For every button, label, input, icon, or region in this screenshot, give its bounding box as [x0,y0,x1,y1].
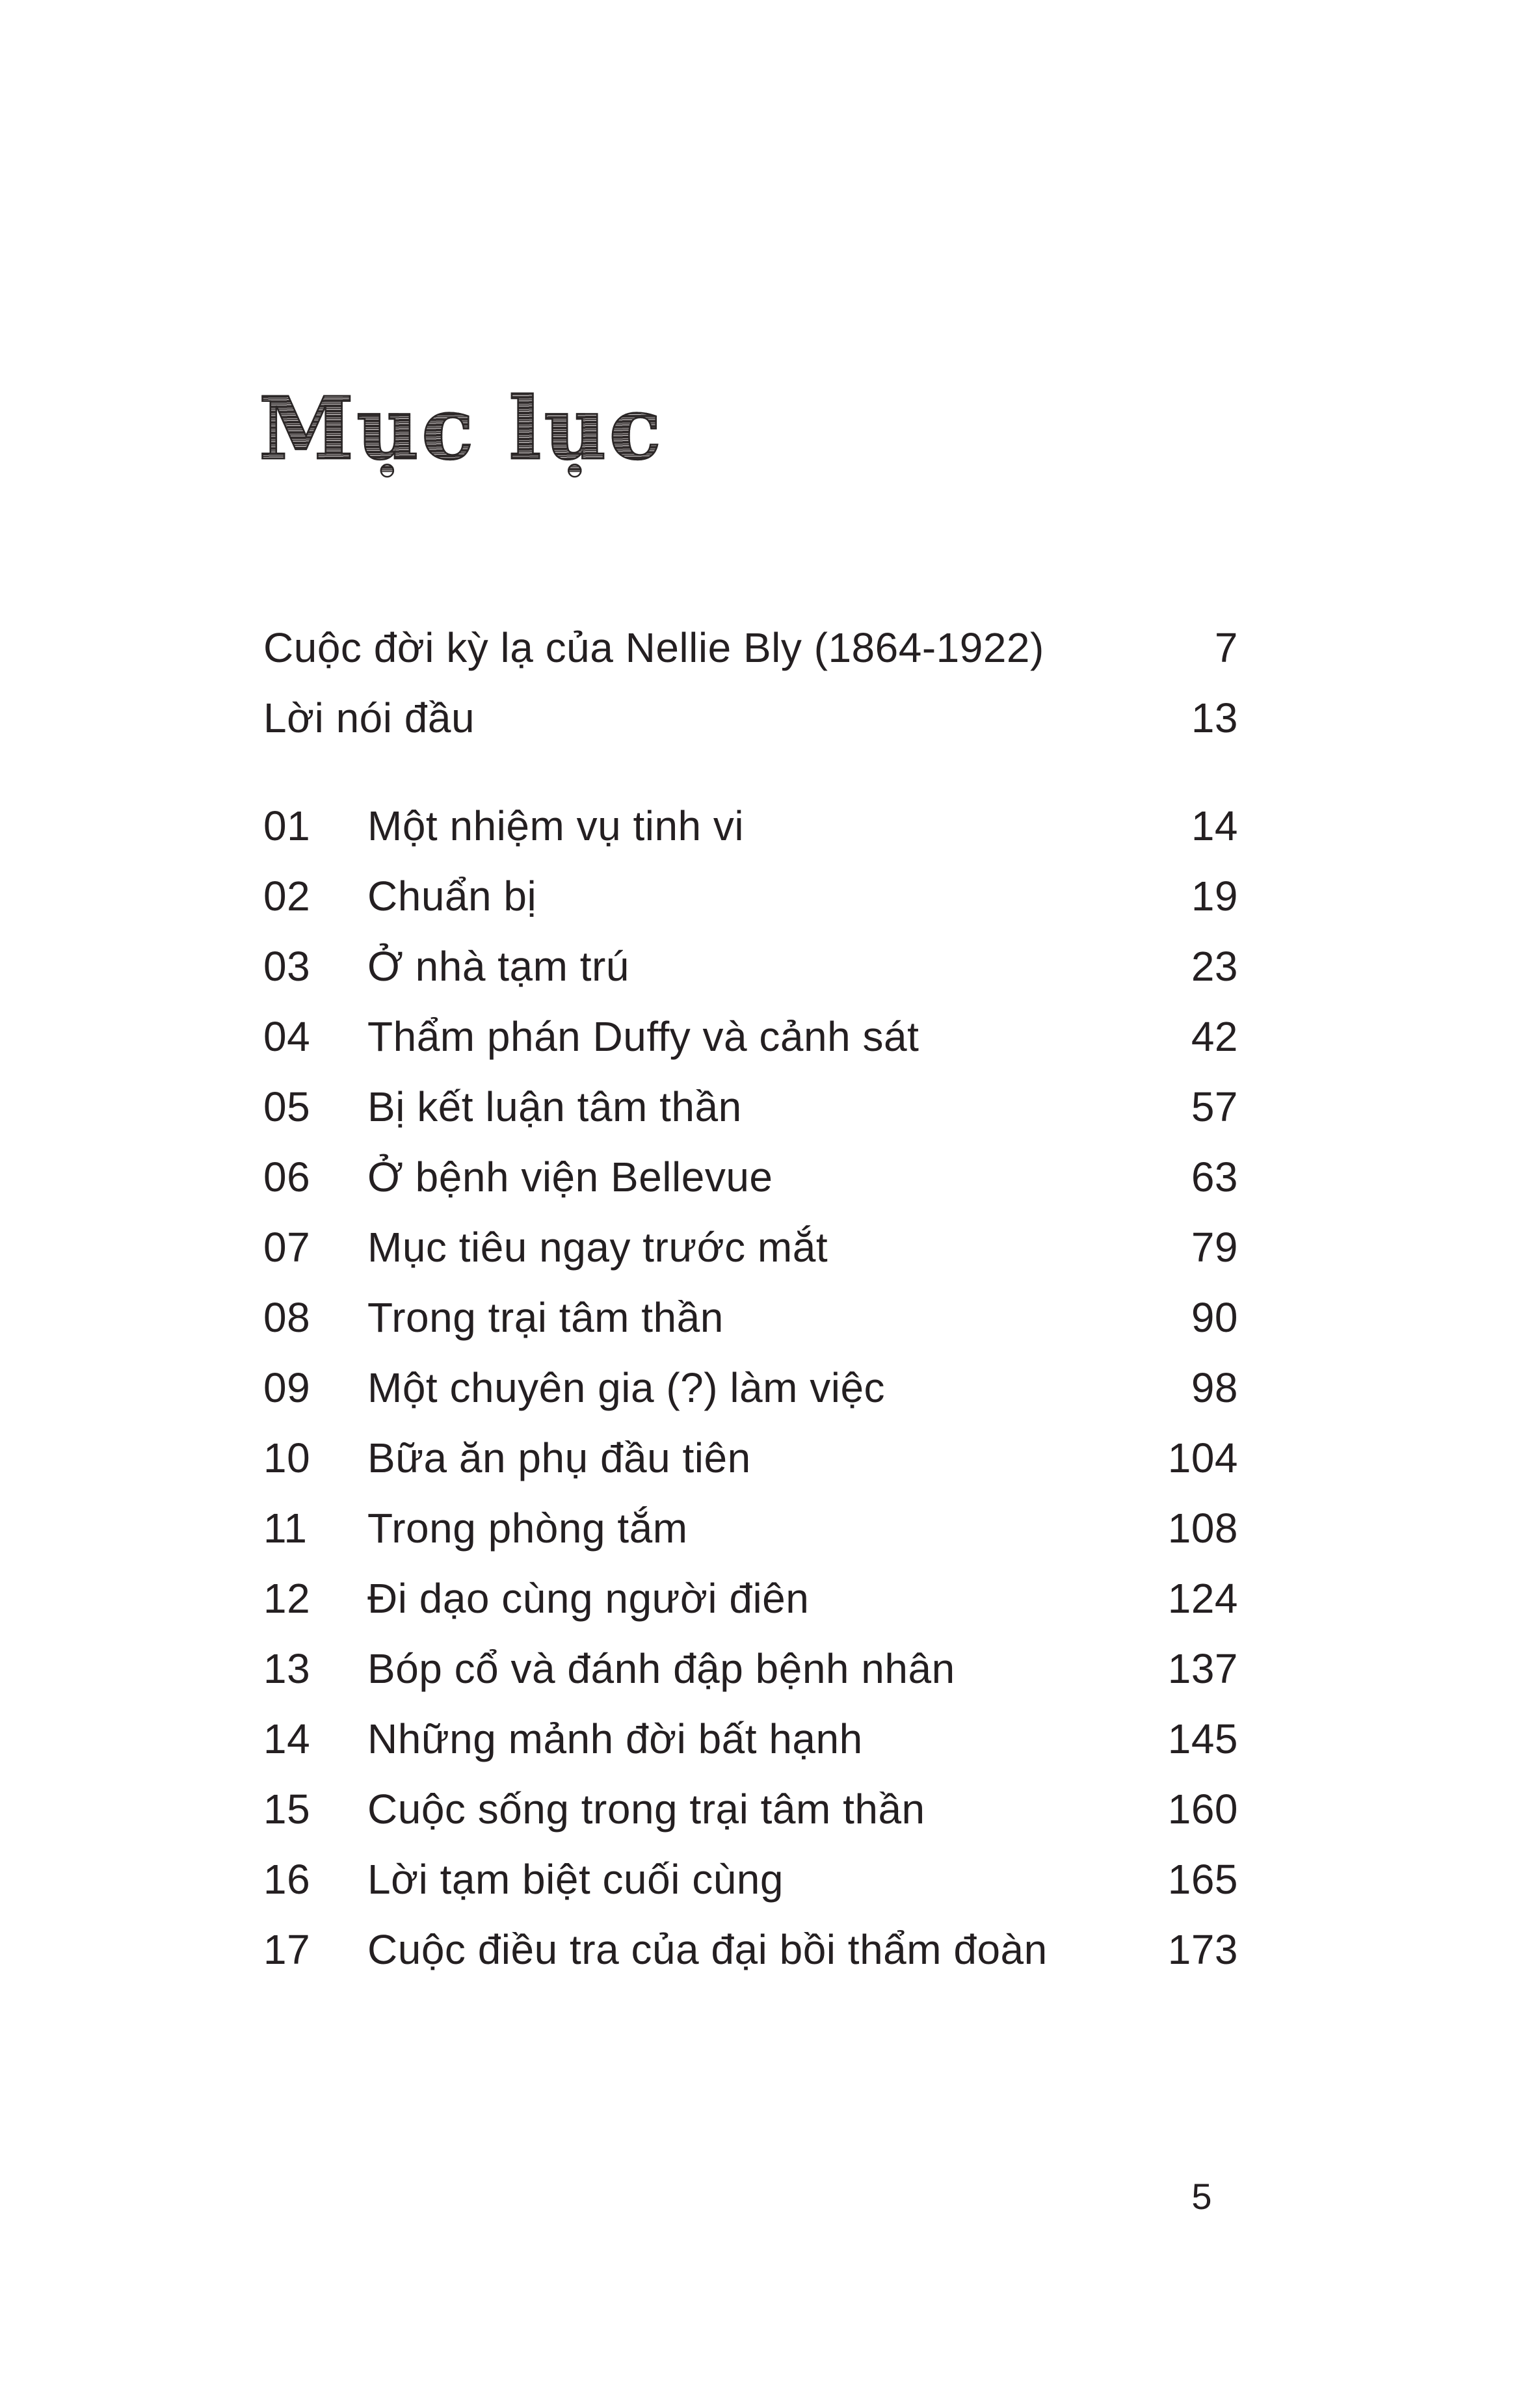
entry-title: Chuẩn bị [367,873,537,920]
chapter-number: 09 [263,1364,311,1411]
entry-title: Cuộc điều tra của đại bồi thẩm đoàn [367,1926,1048,1973]
chapter-number: 10 [263,1435,311,1481]
toc-row [263,1788,1238,1858]
chapter-number: 16 [263,1856,311,1903]
chapter-number: 12 [263,1575,311,1622]
chapter-list [263,804,1238,1998]
toc-row [263,875,1238,945]
toc-row [263,1226,1238,1296]
entry-page-number: 7 [1214,624,1238,671]
chapter-number: 14 [263,1715,311,1762]
entry-title: Cuộc sống trong trại tâm thần [367,1786,925,1832]
entry-title: Trong phòng tắm [367,1505,688,1552]
page-title: Mục lục [259,378,664,480]
chapter-number: 05 [263,1083,311,1130]
entry-page-number: 124 [1167,1575,1238,1622]
entry-page-number: 160 [1167,1786,1238,1832]
toc-row [263,1366,1238,1436]
entry-page-number: 90 [1191,1294,1238,1341]
entry-title: Lời tạm biệt cuối cùng [367,1856,784,1903]
chapter-number: 15 [263,1786,311,1832]
toc-row [263,1085,1238,1156]
chapter-number: 11 [263,1505,308,1552]
chapter-number: 01 [263,802,311,849]
toc-row [263,1507,1238,1577]
entry-title: Thẩm phán Duffy và cảnh sát [367,1013,919,1060]
chapter-number: 07 [263,1224,311,1271]
toc-row [263,1858,1238,1928]
entry-page-number: 63 [1191,1154,1238,1200]
front-matter-list [263,626,1238,767]
toc-row [263,1015,1238,1085]
entry-page-number: 98 [1191,1364,1238,1411]
toc-row [263,1156,1238,1226]
entry-page-number: 23 [1191,943,1238,990]
entry-page-number: 173 [1167,1926,1238,1973]
entry-page-number: 137 [1167,1645,1238,1692]
toc-row [263,696,1238,767]
chapter-number: 17 [263,1926,311,1973]
entry-page-number: 57 [1191,1083,1238,1130]
entry-page-number: 42 [1191,1013,1238,1060]
chapter-number: 13 [263,1645,311,1692]
entry-page-number: 14 [1191,802,1238,849]
entry-page-number: 19 [1191,873,1238,920]
entry-title: Một chuyên gia (?) làm việc [367,1364,886,1411]
entry-title: Lời nói đầu [263,695,475,741]
entry-page-number: 104 [1167,1435,1238,1481]
chapter-number: 04 [263,1013,311,1060]
entry-title: Mục tiêu ngay trước mắt [367,1224,828,1271]
entry-title: Bị kết luận tâm thần [367,1083,742,1130]
toc-row [263,1577,1238,1647]
chapter-number: 08 [263,1294,311,1341]
chapter-number: 06 [263,1154,311,1200]
chapter-number: 03 [263,943,311,990]
entry-title: Bữa ăn phụ đầu tiên [367,1435,751,1481]
entry-page-number: 145 [1167,1715,1238,1762]
toc-row [263,945,1238,1015]
chapter-number: 02 [263,873,311,920]
entry-title: Một nhiệm vụ tinh vi [367,802,745,849]
page-number: 5 [1191,2176,1212,2217]
entry-title: Trong trại tâm thần [367,1294,724,1341]
entry-page-number: 108 [1167,1505,1238,1552]
entry-page-number: 165 [1167,1856,1238,1903]
entry-title: Những mảnh đời bất hạnh [367,1715,863,1762]
toc-row [263,1717,1238,1788]
entry-title: Ở bệnh viện Bellevue [367,1154,773,1200]
toc-row [263,1647,1238,1717]
entry-title: Bóp cổ và đánh đập bệnh nhân [367,1645,955,1692]
entry-page-number: 13 [1191,695,1238,741]
toc-row [263,1928,1238,1998]
toc-row [263,804,1238,875]
toc-row [263,626,1238,696]
entry-title: Cuộc đời kỳ lạ của Nellie Bly (1864-1922) [263,624,1044,671]
entry-title: Ở nhà tạm trú [367,943,629,990]
toc-row [263,1436,1238,1507]
entry-page-number: 79 [1191,1224,1238,1271]
entry-title: Đi dạo cùng người điên [367,1575,810,1622]
toc-row [263,1296,1238,1366]
